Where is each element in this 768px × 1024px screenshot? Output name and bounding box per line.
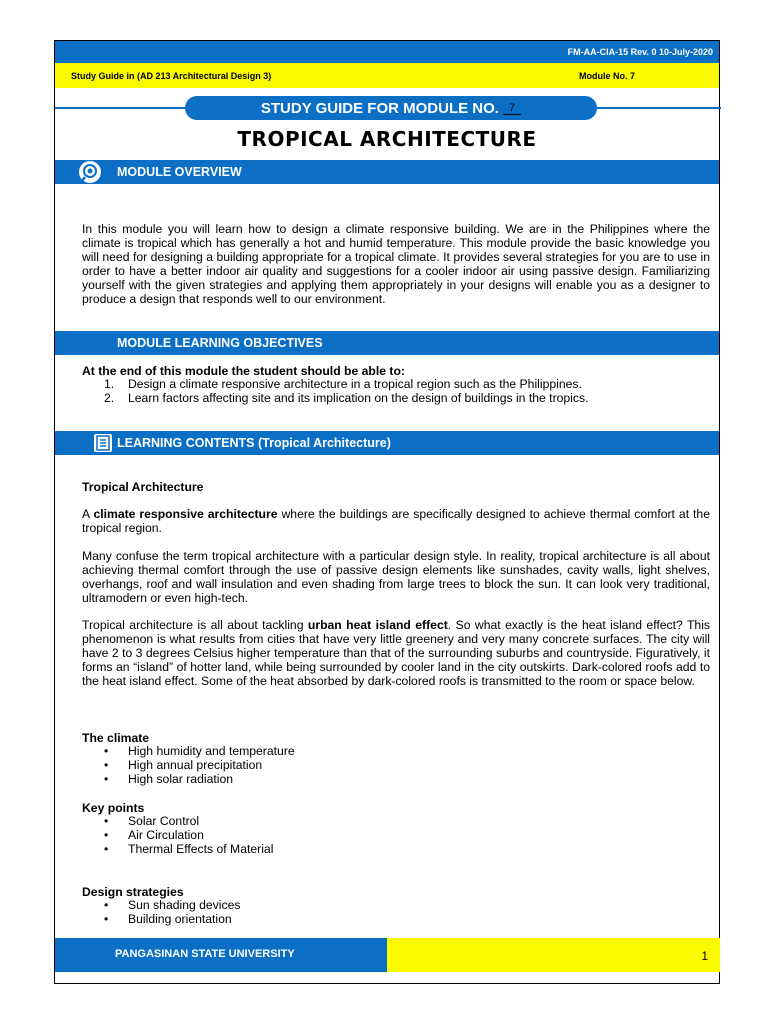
footer-university-bar: [55, 938, 387, 972]
objectives-list: [82, 378, 588, 406]
banner-label: STUDY GUIDE FOR MODULE NO.: [260, 99, 499, 117]
magnifier-icon: [79, 161, 101, 183]
banner-rule-left: [55, 107, 191, 109]
section-heading: MODULE LEARNING OBJECTIVES: [117, 336, 323, 350]
section-learning-contents: [55, 431, 719, 455]
section-heading: LEARNING CONTENTS (Tropical Architecture): [117, 436, 391, 450]
overview-paragraph: In this module you will learn how to design a climate responsive building. We are in the Philippines where the climate is tropical which has generally a hot and humid temperature. This module provide the basic knowledge you will need for designing a building appropriate for a tropical climate. It provides several strategies for you are to use in order to have a better indoor air quality and suggestions for a cooler indoor air using passive design. Familiarizing yourself with the given strategies and applying them appropriately in your designs will enable you as a designer to produce a design that responds well to our environment.: [82, 222, 710, 306]
paragraph-misconception: Many confuse the term tropical architecture with a particular design style. In reality, tropical architecture is all about achieving thermal comfort through the use of passive design elements like sunshades, cavity walls, light shelves, overhangs, roof and wall insulation and even shading from large trees to block the sun. It can look very traditional, ultramodern or even high-tech.: [82, 549, 710, 605]
list-item: • Building orientation: [82, 913, 240, 927]
module-number-label: Module No. 7: [579, 71, 635, 81]
form-code: FM-AA-CIA-15 Rev. 0 10-July-2020: [567, 47, 713, 57]
study-guide-bar: [55, 63, 719, 88]
page-number: 1: [701, 949, 708, 963]
list-item: 2. Learn factors affecting site and its implication on the design of buildings in the tropics.: [104, 390, 589, 405]
section-learning-objectives: [55, 331, 719, 355]
objectives-intro: At the end of this module the student should be able to:: [82, 364, 405, 378]
list-item: • Thermal Effects of Material: [82, 843, 273, 857]
form-code-bar: [55, 41, 719, 63]
section-heading: MODULE OVERVIEW: [117, 165, 242, 179]
paragraph-heat-island: Tropical architecture is all about tackling urban heat island effect. So what exactly is the heat island effect? This phenomenon is what results from cities that have very little greenery and very many concrete surfaces. The city will have 2 to 3 degrees Celsius higher temperature than that of the surrounding suburbs and countryside. Figuratively, it forms an “island” of hotter land, while being surrounded by cooler land in the city outskirts. Dark-colored roofs add to the heat island effect. Some of the heat absorbed by dark-colored roofs is transmitted to the room or space below.: [82, 618, 710, 688]
book-icon: [94, 434, 112, 452]
contents-subheading: Tropical Architecture: [82, 480, 204, 494]
paragraph-definition: A climate responsive architecture where the buildings are specifically designed to achieve thermal comfort at the tropical region.: [82, 507, 710, 535]
key-points-list: [82, 815, 273, 857]
design-strategies-heading: Design strategies: [82, 885, 184, 899]
list-item: 1. Design a climate responsive architecture in a tropical region such as the Philippines.: [104, 377, 582, 391]
course-label: Study Guide in (AD 213 Architectural Design 3): [71, 71, 272, 81]
footer-page-bar: [387, 938, 720, 972]
banner-number: 7: [503, 102, 521, 115]
university-name: PANGASINAN STATE UNIVERSITY: [115, 948, 295, 960]
list-item: • High solar radiation: [82, 773, 295, 787]
list-item: • Solar Control: [82, 815, 273, 829]
page-title: TROPICAL ARCHITECTURE: [237, 127, 537, 151]
list-item: • High humidity and temperature: [82, 745, 295, 759]
design-strategies-list: [82, 899, 240, 927]
module-banner: [185, 96, 597, 120]
key-points-heading: Key points: [82, 801, 145, 815]
climate-heading: The climate: [82, 731, 150, 745]
list-item: • High annual precipitation: [82, 759, 295, 773]
list-item: • Air Circulation: [82, 829, 273, 843]
list-item: • Sun shading devices: [82, 899, 240, 913]
section-module-overview: [55, 160, 719, 184]
climate-list: [82, 745, 295, 787]
banner-rule-right: [591, 107, 721, 109]
document-page: [54, 40, 720, 984]
